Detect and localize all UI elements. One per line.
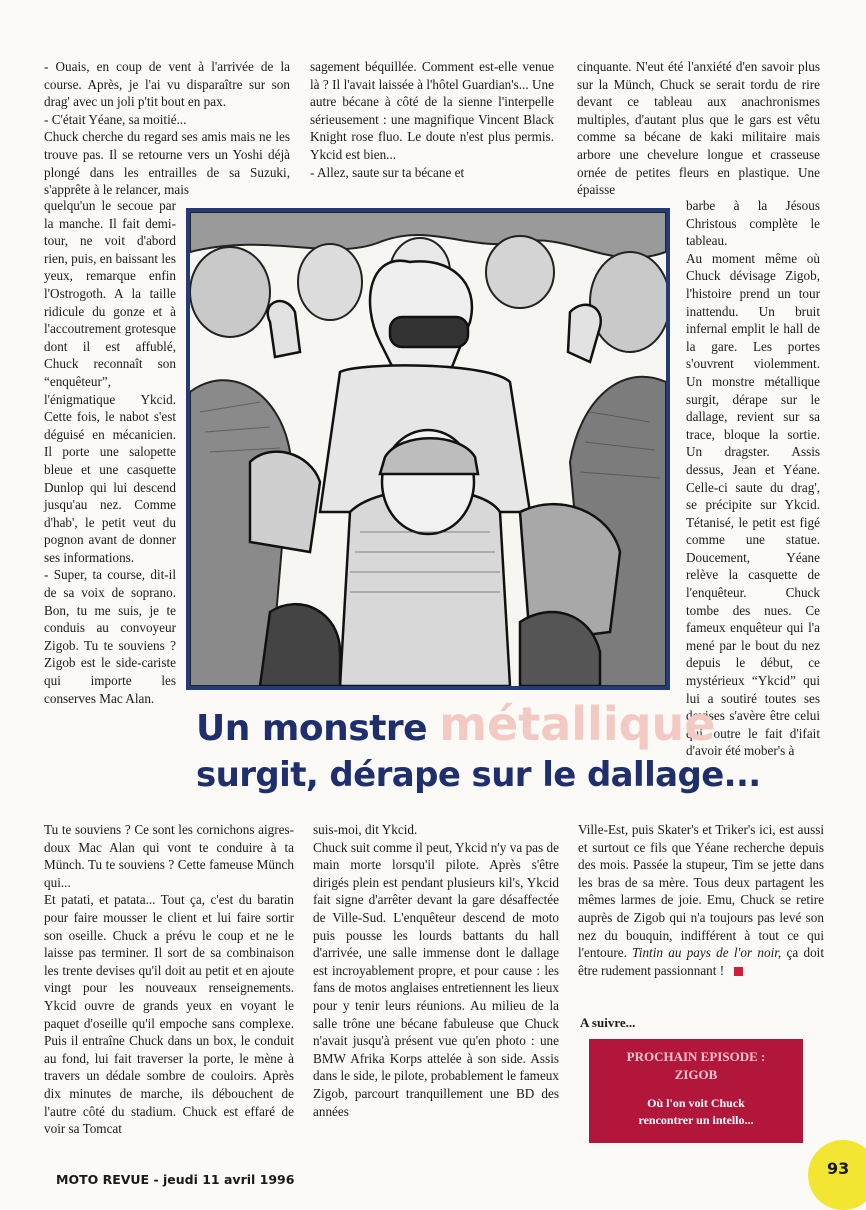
paragraph: Chuck suit comme il peut, Ykcid n'y va pas de main morte lorsqu'il pilote. Après s'être dirigés plein est pendant plusieurs kil's, Ykcid fait signe d'arrêter devant la gare désaffectée de Ville-Sud. L'enquêteur descend de moto puis pousse les lourds battants du hall d'arrivée, une salle immense dont le dallage est incroyablement propre, et pour cause : les fans de motos anglaises entretiennent les lieux pour y tenir leurs réunions. Au milieu de la salle trône une bécane fabuleuse que Chuck n'avait jusqu'à présent vue qu'en photo : une BMW Afrika Korps attelée à son side. Assis dans le side, le pilote, probablement le fameux Zigob, parcourt tranquillement une BD des années — [313, 839, 559, 1119]
article-col2-top — [310, 58, 554, 181]
headline — [196, 697, 761, 797]
page-number-badge — [808, 1140, 866, 1210]
end-mark — [734, 967, 743, 976]
paragraph: sagement béquillée. Comment est-elle venue là ? Il l'avait laissée à l'hôtel Guardian's... Une autre bécane à côté de la sienne l'interpelle sérieusement : une magnifique Vincent Black Knight rose fluo. Le doute n'est plus permis. Ykcid est bien... — [310, 59, 554, 162]
page-number: 93 — [827, 1159, 850, 1178]
paragraph: - Allez, saute sur ta bécane et — [310, 164, 465, 180]
article-col1-bottom — [44, 821, 294, 1138]
paragraph: - C'était Yéane, sa moitié... — [44, 111, 187, 127]
text-run: ça doit être rudement passionnant ! — [578, 945, 824, 978]
paragraph: Au moment même où Chuck dévisage Zigob, l'histoire prend un tour inattendu. Un bruit infernal emplit le hall de la gare. Les portes s'ouvrent violemment. Un monstre métallique surgit, dérape sur le dallage, revient sur sa trace, bloque la sortie. Un dragster. Assis dessus, Jean et Yéane. Celle-ci saute du drag', se précipite sur Ykcid. Tétanisé, le petit est figé comme une statue. Doucement, Yéane relève la casquette de l'enquêteur. Chuck tombe des nues. Ce fameux enquêteur qui l'a mené par le bout du nez depuis le début, ce mystérieux “Ykcid” qui lui a soutiré toutes ses devises s'avère être celui qui, outre le fait d'ifait d'avoir été mober's à — [686, 250, 820, 759]
paragraph: quelqu'un le secoue par la manche. Il fait demi-tour, ne voit d'abord rien, puis, en baissant les yeux, remarque enfin l'Ostrogoth. A la taille ridicule du gonze et à l'accoutrement grotesque dont il est affublé, Chuck reconnaît son “enquêteur”, l'énigmatique Ykcid. Cette fois, le nabot s'est déguisé en mécanicien. Il porte une salopette bleue et une casquette Dunlop qui lui descend jusqu'au nez. Comme d'hab', le petit veut du pognon avant de donner ses informations. — [44, 198, 176, 565]
paragraph: barbe à la Jésous Christous complète le tableau. — [686, 198, 820, 249]
article-col3-top — [577, 58, 820, 199]
paragraph: cinquante. N'eut été l'anxiété d'en savoir plus sur la Münch, Chuck se serait tordu de rire devant ce tableau aux anachronismes multiples, d'autant plus que le gars est vêtu comme sa bécane de kaki militaire mais arbore une chevelure longue et crasseuse ornée de petites fleurs en plastique. Une épaisse — [577, 59, 820, 198]
article-col3-bottom — [578, 821, 824, 979]
book-title: Tintin au pays de l'or noir, — [632, 945, 782, 961]
comic-illustration — [186, 208, 670, 690]
to-be-continued: A suivre... — [580, 1015, 636, 1030]
article-col1-narrow — [44, 197, 176, 707]
paragraph — [578, 821, 824, 979]
next-episode-box — [589, 1039, 803, 1143]
article-col1-top — [44, 58, 290, 199]
text-run: Ville-Est, puis Skater's et Triker's ici, est aussi et surtout ce fils que Yéane recherche depuis des mois. Passée la stupeur, Tim se jette dans les bras de sa mère. Tous deux partagent les mêmes larmes de joie. Emu, Chuck se retire auprès de Zigob qui n'a toujours pas levé son nez du bouquin, indifférent à tout ce qui l'entoure. — [578, 822, 824, 961]
headline-ghost-word: métallique — [439, 697, 716, 751]
paragraph: - Super, ta course, dit-il de sa voix de soprano. Bon, tu me suis, je te conduis au convoyeur Zigob. Tu te souviens ? Zigob est le side-cariste qui importe les conserves Mac Alan. — [44, 567, 176, 706]
article-col3-narrow — [686, 197, 820, 760]
paragraph: Chuck cherche du regard ses amis mais ne les trouve pas. Il se retourne vers un Yoshi déjà plongé dans les entrailles de sa Suzuki, s'apprête à le relancer, mais — [44, 129, 290, 198]
headline-line-2: surgit, dérape sur le dallage... — [196, 755, 761, 795]
paragraph: - Ouais, en coup de vent à l'arrivée de la course. Après, je l'ai vu disparaître sur son drag' avec un joli p'tit bout en pax. — [44, 59, 290, 110]
headline-part1: Un monstre — [196, 708, 428, 749]
next-episode-title: ZIGOB — [674, 1067, 718, 1082]
paragraph: suis-moi, dit Ykcid. — [313, 822, 418, 837]
next-episode-label: PROCHAIN EPISODE : — [626, 1049, 766, 1064]
crowd-drawing — [190, 212, 666, 686]
magazine-footer: MOTO REVUE - jeudi 11 avril 1996 — [56, 1172, 295, 1187]
article-col2-bottom — [313, 821, 559, 1120]
next-episode-teaser: Où l'on voit Chuck rencontrer un intello... — [638, 1096, 754, 1127]
paragraph: Tu te souviens ? Ce sont les cornichons aigres-doux Mac Alan qui vont te conduire à ta Münch. Tu te souviens ? Cette fameuse Münch qui... — [44, 822, 294, 890]
paragraph: Et patati, et patata... Tout ça, c'est du baratin pour faire mousser le client et lui faire sortir son oseille. Chuck a prévu le coup et ne le laisse pas terminer. Il sort de sa combinaison les trente devises qu'il doit au petit et en ajoute vingt pour les nouveaux renseignements. Ykcid ouvre de grands yeux en voyant le paquet d'oseille qu'il empoche sans complexe. Puis il entraîne Chuck dans un box, le conduit au fond, lui fait traverser la porte, le mène à travers un dédale sombre de couloirs. Après dix minutes de marche, ils débouchent de l'autre côté du stadium. Chuck est effaré de voir sa Tomcat — [44, 892, 294, 1137]
headline-line-1 — [196, 697, 716, 751]
